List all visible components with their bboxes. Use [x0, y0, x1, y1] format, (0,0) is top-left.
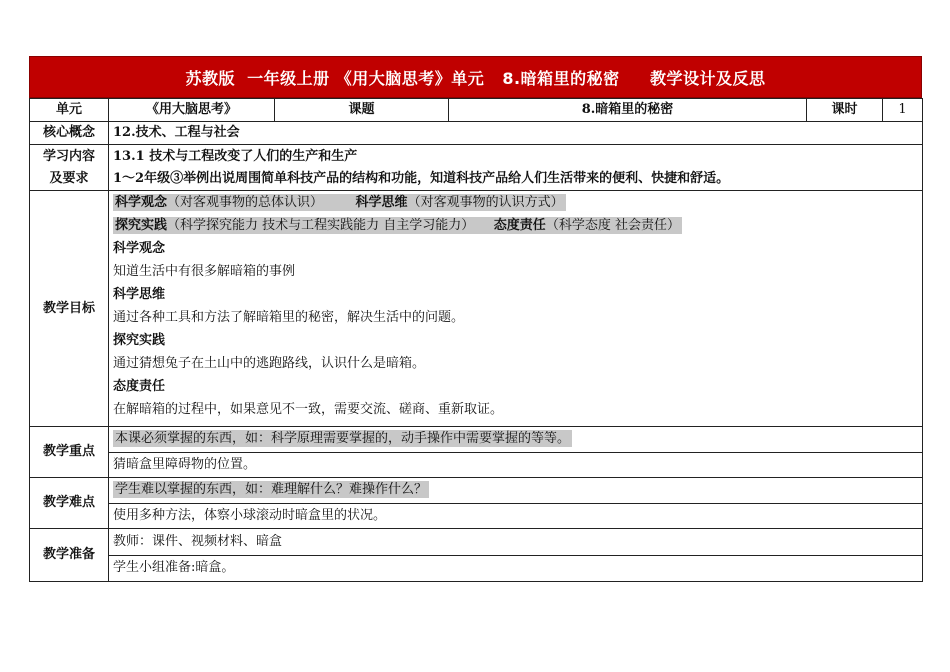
key-points-hint-cell [109, 427, 923, 453]
lesson-plan-table [29, 98, 923, 582]
key-points-label: 教学重点 [30, 427, 109, 478]
teaching-goals-label: 教学目标 [30, 191, 109, 427]
teaching-goals-content [109, 191, 923, 427]
core-concept-value: 12.技术、工程与社会 [109, 122, 923, 145]
document-title-banner [29, 56, 922, 98]
goals-highlight-1 [113, 194, 566, 211]
goals-highlight-row1 [113, 191, 918, 214]
goal-heading-attitude: 态度责任 [113, 379, 166, 394]
key-points-hint-row [30, 427, 923, 453]
document-title: 苏教版 一年级上册 《用大脑思考》单元 8.暗箱里的秘密 教学设计及反思 [185, 68, 766, 88]
preparation-teacher: 教师：课件、视频材料、暗盒 [109, 529, 923, 556]
key-points-hint: 本课必须掌握的东西，如：科学原理需要掌握的，动手操作中需要掌握的等等。 [115, 431, 571, 447]
goal-heading-practice: 探究实践 [113, 333, 166, 348]
content-requirements-label [30, 145, 109, 191]
hours-value: 1 [883, 99, 923, 122]
highlight-title-concept: 科学观念 [115, 195, 168, 210]
difficulties-value-row [30, 503, 923, 529]
difficulties-hint-row [30, 478, 923, 504]
preparation-label: 教学准备 [30, 529, 109, 582]
highlight-note-concept: （对客观事物的总体认识） [167, 195, 317, 210]
difficulties-hint: 学生难以掌握的东西，如：难理解什么？难操作什么？ [115, 482, 428, 498]
goal-text-thinking: 通过各种工具和方法了解暗箱里的秘密，解决生活中的问题。 [113, 310, 465, 325]
goals-highlight-2 [113, 217, 682, 234]
content-requirements-row [30, 145, 923, 191]
unit-value: 《用大脑思考》 [109, 99, 275, 122]
key-points-value: 猜暗盒里障碍物的位置。 [109, 452, 923, 478]
preparation-student-row [30, 555, 923, 582]
highlight-note-thinking: （对客观事物的认识方式） [407, 195, 564, 210]
preparation-teacher-row [30, 529, 923, 556]
content-line1: 13.1 技术与工程改变了人们的生产和生产 [113, 148, 358, 164]
preparation-student: 学生小组准备:暗盒。 [109, 555, 923, 582]
highlight-title-practice: 探究实践 [115, 218, 168, 233]
content-line2: 1～2年级③举例出说周围简单科技产品的结构和功能，知道科技产品给人们生活带来的便利、快捷和舒适。 [113, 170, 730, 186]
core-concept-label: 核心概念 [30, 122, 109, 145]
topic-label: 课题 [275, 99, 449, 122]
key-points-value-row [30, 452, 923, 478]
goal-heading-thinking: 科学思维 [113, 287, 166, 302]
header-row [30, 99, 923, 122]
content-label-line2: 及要求 [49, 170, 89, 186]
highlight-title-attitude: 态度责任 [493, 218, 546, 233]
topic-value: 8.暗箱里的秘密 [449, 99, 807, 122]
core-concept-row [30, 122, 923, 145]
content-label-line1: 学习内容 [42, 148, 95, 164]
goal-heading-concept: 科学观念 [113, 241, 166, 256]
goal-text-practice: 通过猜想兔子在土山中的逃跑路线，认识什么是暗箱。 [113, 356, 426, 371]
teaching-goals-row [30, 191, 923, 427]
difficulties-value: 使用多种方法，体察小球滚动时暗盒里的状况。 [109, 503, 923, 529]
highlight-note-practice: （科学探究能力 技术与工程实践能力 自主学习能力） [167, 218, 468, 233]
goal-text-attitude: 在解暗箱的过程中，如果意见不一致，需要交流、磋商、重新取证。 [113, 402, 504, 417]
unit-label: 单元 [30, 99, 109, 122]
highlight-title-thinking: 科学思维 [355, 195, 408, 210]
hours-label: 课时 [807, 99, 883, 122]
difficulties-hint-cell [109, 478, 923, 504]
difficulties-label: 教学难点 [30, 478, 109, 529]
goal-text-concept: 知道生活中有很多解暗箱的事例 [113, 264, 296, 279]
content-requirements-value [109, 145, 923, 191]
goals-highlight-row2 [113, 214, 918, 237]
highlight-note-attitude: （科学态度 社会责任） [545, 218, 680, 233]
